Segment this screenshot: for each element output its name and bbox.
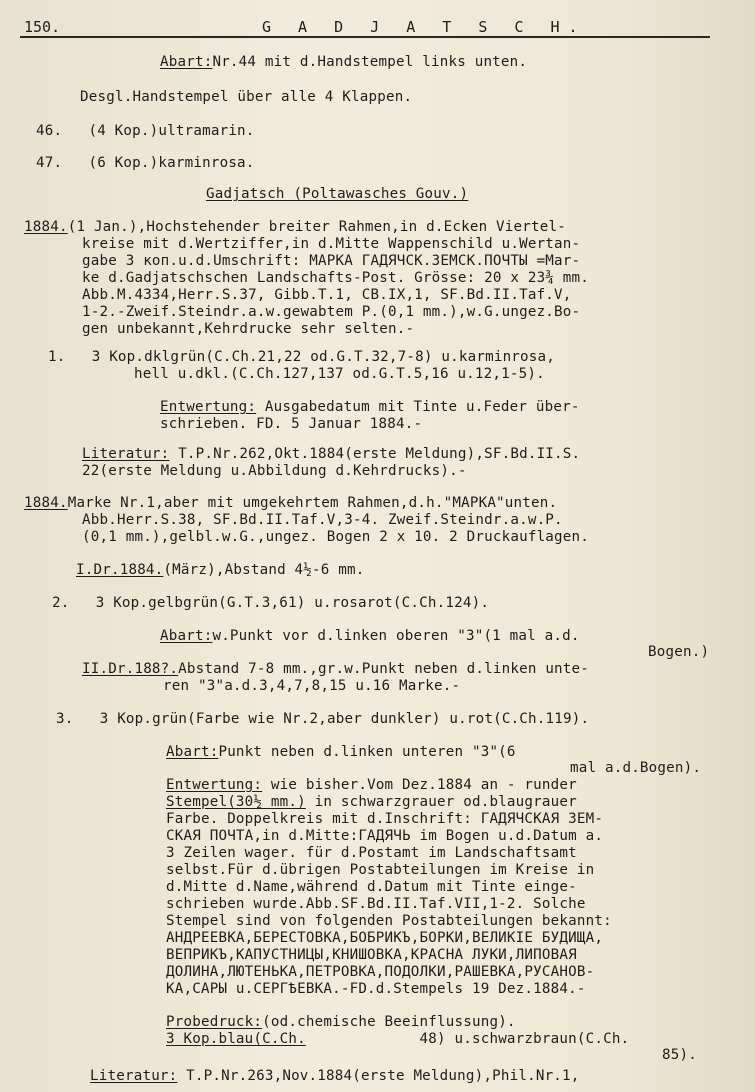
line-text: T.P.Nr.263,Nov.1884(erste Meldung),Phil.Nr.1, xyxy=(177,1068,580,1084)
text-line xyxy=(52,595,489,611)
text-line xyxy=(36,155,255,171)
line-text: 46. (4 Kop.)ultramarin. xyxy=(36,123,255,139)
line-text: ren "3"a.d.3,4,7,8,15 u.16 Marke.- xyxy=(163,678,461,694)
text-line xyxy=(166,879,577,895)
text-line xyxy=(206,186,468,202)
text-line xyxy=(160,416,422,432)
line-text: in schwarzgrauer od.blaugrauer xyxy=(305,794,577,810)
text-line xyxy=(82,661,589,677)
line-text: 1-2.-Zweif.Steindr.a.w.gewabtem P.(0,1 mm.),w.G.ungez.Bo- xyxy=(82,304,581,320)
page-title: G A D J A T S C H. xyxy=(262,18,587,36)
text-line xyxy=(166,777,577,793)
text-line xyxy=(82,529,589,545)
text-line xyxy=(166,981,586,997)
line-text: selbst.Für d.übrigen Postabteilungen im Kreise in xyxy=(166,862,595,878)
page-number: 150. xyxy=(24,18,61,36)
line-text: ke d.Gadjatschschen Landschafts-Post. Grösse: 20 x 23¾ mm. xyxy=(82,270,590,286)
text-line xyxy=(166,811,603,827)
line-text: T.P.Nr.262,Okt.1884(erste Meldung),SF.Bd.II.S. xyxy=(169,446,581,462)
text-line xyxy=(648,644,709,660)
line-text: 22(erste Meldung u.Abbildung d.Kehrdrucks).- xyxy=(82,463,467,479)
underlined-label: Entwertung: xyxy=(166,777,263,793)
line-text: 47. (6 Kop.)karminrosa. xyxy=(36,155,255,171)
text-line xyxy=(166,896,586,912)
text-line xyxy=(76,562,364,578)
line-text: Stempel sind von folgenden Postabteilungen bekannt: xyxy=(166,913,612,929)
line-text: 85). xyxy=(662,1047,697,1063)
underlined-label: II.Dr.188?. xyxy=(82,661,179,677)
text-line xyxy=(166,930,603,946)
header-rule xyxy=(20,36,710,38)
line-text: Ausgabedatum mit Tinte u.Feder über- xyxy=(256,399,580,415)
text-line xyxy=(82,253,580,269)
text-line xyxy=(166,794,577,810)
text-line xyxy=(48,349,555,365)
text-line xyxy=(166,845,577,861)
text-line xyxy=(570,760,701,776)
line-text: (od.chemische Beeinflussung). xyxy=(262,1014,516,1030)
line-text: gen unbekannt,Kehrdrucke sehr selten.- xyxy=(82,321,415,337)
line-text: ВЕПРИКЪ,КАПУСТНИЦЫ,КНИШОВКА,КРАСНА ЛУКИ,ЛИПОВАЯ xyxy=(166,947,577,963)
text-line xyxy=(160,628,580,644)
line-text: d.Mitte d.Name,während d.Datum mit Tinte einge- xyxy=(166,879,577,895)
underlined-label: Abart: xyxy=(160,54,213,70)
line-text: Abb.Herr.S.38, SF.Bd.II.Taf.V,3-4. Zweif.Steindr.a.w.P. xyxy=(82,512,563,528)
underlined-label: Literatur: xyxy=(82,446,170,462)
text-line xyxy=(82,270,589,286)
text-line xyxy=(90,1068,580,1084)
line-text: Farbe. Doppelkreis mit d.Inschrift: ГАДЯЧСКАЯ ЗЕМ- xyxy=(166,811,604,827)
text-line xyxy=(166,913,612,929)
underlined-label: Abart: xyxy=(160,628,213,644)
text-line xyxy=(56,711,589,727)
text-line xyxy=(82,512,563,528)
line-text: Abstand 7-8 mm.,gr.w.Punkt neben d.linken unte- xyxy=(178,661,590,677)
line-text: 3. 3 Kop.grün(Farbe wie Nr.2,aber dunkler) u.rot(C.Ch.119). xyxy=(56,711,590,727)
text-line xyxy=(166,947,577,963)
line-text: ДОЛИНА,ЛЮТЕНЬКА,ПЕТРОВКА,ПОДОЛКИ,РАШЕВКА,РУСАНОВ- xyxy=(166,964,595,980)
underlined-label: Stempel(30½ mm.) xyxy=(166,794,306,810)
line-text: kreise mit d.Wertziffer,in d.Mitte Wappenschild u.Wertan- xyxy=(82,236,581,252)
line-text: schrieben. FD. 5 Januar 1884.- xyxy=(160,416,423,432)
text-line xyxy=(82,446,580,462)
underlined-label: Abart: xyxy=(166,744,219,760)
text-line xyxy=(82,287,572,303)
text-line xyxy=(24,219,566,235)
text-line xyxy=(82,463,467,479)
text-line xyxy=(134,366,545,382)
text-line xyxy=(163,678,460,694)
line-text: Bogen.) xyxy=(648,644,710,660)
line-text: gabe 3 коп.u.d.Umschrift: МАРКА ГАДЯЧСК.ЗЕМСК.ПОЧТЫ =Mar- xyxy=(82,253,581,269)
underlined-label: Entwertung: xyxy=(160,399,257,415)
line-text: Abb.M.4334,Herr.S.37, Gibb.T.1, CB.IX,1, SF.Bd.II.Taf.V, xyxy=(82,287,572,303)
line-text: hell u.dkl.(C.Ch.127,137 od.G.T.5,16 u.12,1-5). xyxy=(134,366,545,382)
line-text: Punkt neben d.linken unteren "3"(6 xyxy=(218,744,516,760)
line-text: Desgl.Handstempel über alle 4 Klappen. xyxy=(80,89,413,105)
line-text: mal a.d.Bogen). xyxy=(570,760,702,776)
text-line xyxy=(662,1047,697,1063)
text-line xyxy=(82,236,580,252)
line-text: wie bisher.Vom Dez.1884 an - runder xyxy=(262,777,577,793)
line-text: (März),Abstand 4½-6 mm. xyxy=(163,562,365,578)
text-line xyxy=(36,123,255,139)
text-line xyxy=(166,744,516,760)
line-text: 48) u.schwarzbraun(C.Ch. xyxy=(305,1031,630,1047)
text-line xyxy=(82,304,580,320)
line-text: (0,1 mm.),gelbl.w.G.,ungez. Bogen 2 x 10. 2 Druckauflagen. xyxy=(82,529,590,545)
underlined-label: 1884. xyxy=(24,219,68,235)
line-text: 3 Zeilen wager. für d.Postamt im Landschaftsamt xyxy=(166,845,577,861)
line-text: Nr.44 mit d.Handstempel links unten. xyxy=(212,54,528,70)
underlined-label: I.Dr.1884. xyxy=(76,562,164,578)
underlined-label: Gadjatsch (Poltawasches Gouv.) xyxy=(206,186,469,202)
underlined-label: 3 Kop.blau(C.Ch. xyxy=(166,1031,306,1047)
line-text: 1. 3 Kop.dklgrün(C.Ch.21,22 od.G.T.32,7-8) u.karminrosa, xyxy=(48,349,556,365)
text-line xyxy=(166,862,594,878)
underlined-label: Probedruck: xyxy=(166,1014,263,1030)
text-line xyxy=(166,1014,516,1030)
text-line xyxy=(80,89,412,105)
text-line xyxy=(82,321,414,337)
line-text: w.Punkt vor d.linken oberen "3"(1 mal a.d. xyxy=(212,628,580,644)
text-line xyxy=(160,54,527,70)
line-text: АНДРЕЕВКА,БЕРЕСТОВКА,БОБРИКЪ,БОРКИ,ВЕЛИКIЕ БУДИЩА, xyxy=(166,930,604,946)
underlined-label: Literatur: xyxy=(90,1068,178,1084)
text-line xyxy=(166,828,603,844)
line-text: schrieben wurde.Abb.SF.Bd.II.Taf.VII,1-2. Solche xyxy=(166,896,586,912)
text-line xyxy=(24,495,557,511)
underlined-label: 1884. xyxy=(24,495,68,511)
line-text: (1 Jan.),Hochstehender breiter Rahmen,in d.Ecken Viertel- xyxy=(67,219,566,235)
text-line xyxy=(166,964,594,980)
line-text: СКАЯ ПОЧТА,in d.Mitte:ГАДЯЧЬ im Bogen u.d.Datum a. xyxy=(166,828,604,844)
line-text: 2. 3 Kop.gelbgrün(G.T.3,61) u.rosarot(C.Ch.124). xyxy=(52,595,490,611)
line-text: Marke Nr.1,aber mit umgekehrtem Rahmen,d.h."MAPKA"unten. xyxy=(67,495,558,511)
text-line xyxy=(160,399,580,415)
text-line xyxy=(166,1031,629,1047)
line-text: КА,САРЫ u.СЕРГѢЕВКА.-FD.d.Stempels 19 Dez.1884.- xyxy=(166,981,586,997)
